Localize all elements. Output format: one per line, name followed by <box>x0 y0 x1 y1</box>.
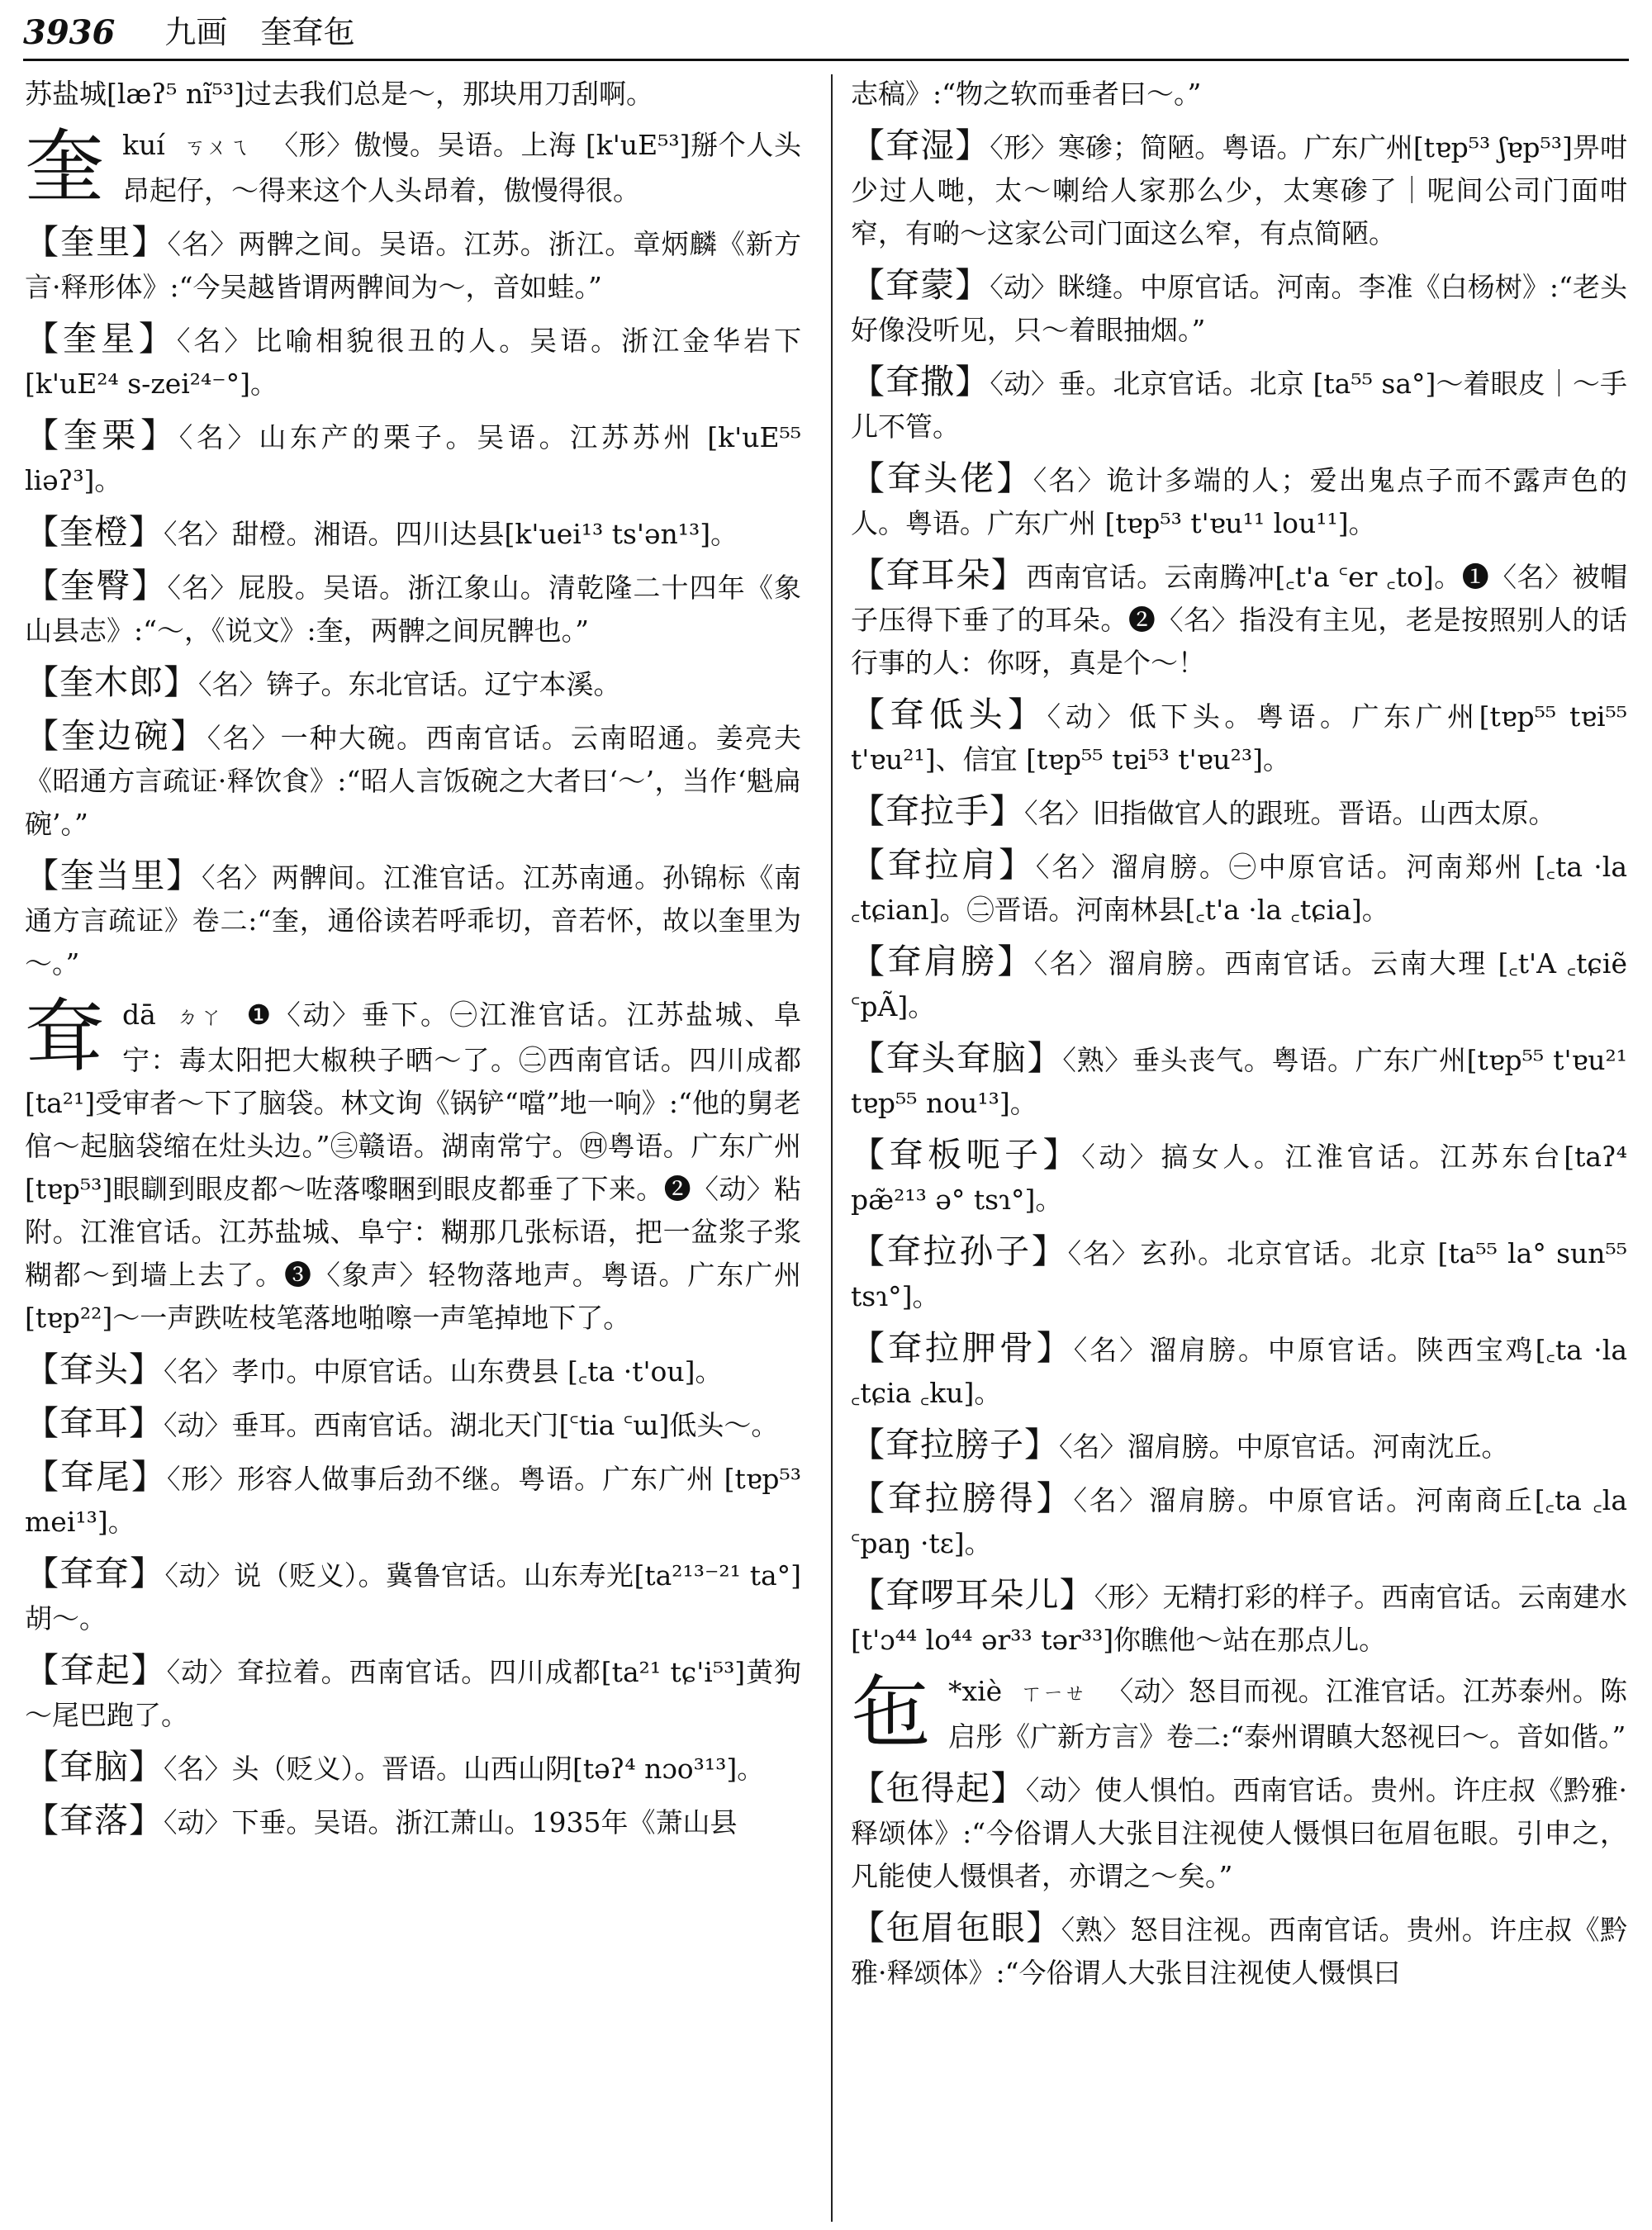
dictionary-entry <box>851 1767 1627 1898</box>
entry-definition: 〈动〉垂。北京官话。北京 [ta⁵⁵ sa°]～着眼皮｜～手儿不管。 <box>851 368 1628 443</box>
dictionary-entry <box>25 1455 801 1544</box>
dictionary-entry <box>25 1799 801 1844</box>
entry-headword: 【奎边碗】 <box>25 716 207 756</box>
entry-definition: 〈名〉溜肩膀。㊀中原官话。河南郑州 [꜀ta ·la ꜀tɕian]。㊁晋语。河南林县[꜀t'a ·la ꜀tɕia]。 <box>851 851 1627 926</box>
entry-headword: 【耷头佬】 <box>851 458 1033 498</box>
zhuyin: ㄉㄚ <box>176 1005 225 1030</box>
character-entry-kui <box>25 121 801 213</box>
character-entry-da <box>25 990 801 1340</box>
entry-definition: 〈名〉溜肩膀。西南官话。云南大理 [꜀t'A ꜀tɕiẽ ꜂pÃ]。 <box>851 947 1627 1022</box>
dictionary-entry <box>25 1552 801 1640</box>
head-character: 奎 <box>25 121 104 213</box>
entry-headword: 【奎里】 <box>25 222 168 262</box>
stroke-count-label: 九画 <box>164 14 228 50</box>
dictionary-entry <box>851 1133 1627 1222</box>
entry-definition: 〈动〉耷拉着。西南官话。四川成都[ta²¹ tɕ'i⁵³]黄狗～尾巴跑了。 <box>25 1656 802 1731</box>
entry-definition: 〈名〉两髀间。江淮官话。江苏南通。孙锦标《南通方言疏证》卷二:“奎，通俗读若呼乖切，音若怀，故以奎里为～。” <box>25 861 802 980</box>
entry-headword: 【奎橙】 <box>25 512 164 552</box>
entry-headword: 【㐌得起】 <box>851 1768 1026 1808</box>
dictionary-entry <box>25 414 801 502</box>
dictionary-entry <box>851 553 1627 685</box>
entry-headword: 【耷撒】 <box>851 362 990 401</box>
entry-definition: 〈名〉一种大碗。西南官话。云南昭通。姜亮夫《昭通方言疏证·释饮食》:“昭人言饭碗之大者曰‘～’，当作‘魁扁碗’。” <box>25 722 802 840</box>
dictionary-entry <box>25 1348 801 1393</box>
entry-headword: 【耷头耷脑】 <box>851 1038 1063 1078</box>
dictionary-entry <box>851 940 1627 1028</box>
entry-headword: 【耷湿】 <box>851 126 990 165</box>
continued-text: 志稿》:“物之软而垂者曰～。” <box>851 78 1202 110</box>
entry-definition: 〈动〉低下头。粤语。广东广州[tɐp⁵⁵ tɐi⁵⁵ t'ɐu²¹]、信宜 [tɐp⁵⁵ tɐi⁵³ t'ɐu²³]。 <box>851 700 1627 776</box>
dictionary-entry <box>851 124 1627 255</box>
entry-headword: 【耷起】 <box>25 1650 167 1690</box>
entry-definition: 〈动〉眯缝。中原官话。河南。李准《白杨树》:“老头好像没听见，只～着眼抽烟。” <box>851 271 1628 346</box>
entry-definition: 〈名〉玄孙。北京官话。北京 [ta⁵⁵ la° sun⁵⁵ tsɿ°]。 <box>851 1237 1627 1312</box>
entry-headword: 【耷拉胛骨】 <box>851 1328 1074 1368</box>
entry-headword: 【耷脑】 <box>25 1747 164 1786</box>
dictionary-entry <box>25 854 801 985</box>
entry-definition: 〈形〉寒碜；简陋。粤语。广东广州[tɐp⁵³ ʃɐp⁵³]畀咁少过人哋，太～喇给人家那么少，太寒碜了｜呢间公司门面咁窄，有啲～这家公司门面这么窄，有点简陋。 <box>851 131 1627 249</box>
entry-headword: 【耷低头】 <box>851 695 1047 734</box>
entry-definition: 〈动〉垂耳。西南官话。湖北天门[꜂tia ꜂ɯ]低头～。 <box>164 1409 779 1441</box>
entry-definition: 〈动〉搞女人。江淮官话。江苏东台[taʔ⁴ pæ̃²¹³ ə° tsɿ°]。 <box>851 1141 1628 1216</box>
entry-headword: 【耷拉孙子】 <box>851 1231 1068 1271</box>
entry-headword: 【奎木郎】 <box>25 662 198 702</box>
dictionary-entry <box>851 693 1627 781</box>
entry-headword: 【奎臀】 <box>25 566 168 605</box>
entry-definition: 〈名〉两髀之间。吴语。江苏。浙江。章炳麟《新方言·释形体》:“今吴越皆谓两髀间为～，音如蛙。” <box>25 228 802 303</box>
definition: 〈形〉傲慢。吴语。上海 [k'uE⁵³]掰个人头昂起仔，～得来这个人头昂着，傲慢得很。 <box>122 129 801 206</box>
head-character: 耷 <box>25 990 104 1083</box>
entry-headword: 【耷落】 <box>25 1801 164 1840</box>
entry-definition: 〈名〉锛子。东北官话。辽宁本溪。 <box>198 668 621 700</box>
continued-text: 苏盐城[læʔ⁵ nĩ⁵³]过去我们总是～，那块用刀刮啊。 <box>25 78 653 110</box>
dictionary-entry <box>851 1423 1627 1468</box>
entry-definition: 〈名〉旧指做官人的跟班。晋语。山西太原。 <box>1024 797 1556 829</box>
entry-headword: 【耷板呃子】 <box>851 1135 1082 1174</box>
entry-definition: 〈名〉孝巾。中原官话。山东费县 [꜀ta ·t'ou]。 <box>164 1355 723 1388</box>
definition: 〈动〉怒目而视。江淮官话。江苏泰州。陈启彤《广新方言》卷二:“泰州谓瞋大怒视曰～。音如偕。” <box>948 1675 1627 1753</box>
dictionary-entry <box>851 457 1627 545</box>
entry-definition: 〈动〉说（贬义）。冀鲁官话。山东寿光[ta²¹³⁻²¹ ta°]胡～。 <box>25 1559 802 1635</box>
dictionary-entry <box>851 790 1627 835</box>
definition: ❶〈动〉垂下。㊀江淮官话。江苏盐城、阜宁：毒太阳把大椒秧子晒～了。㊁西南官话。四川成都[ta²¹]受审者～下了脑袋。林文询《锅铲“噹”地一响》:“他的舅老倌～起脑袋缩在灶头边。”㊂赣语。湖南常宁。㊃粤语。广东广州 [tɐp⁵³]眼瞓到眼皮都～咗落嚟睏到眼皮都垂了下来。❷〈动〉粘附。江淮官话。江苏盐城、阜宁：糊那几张标语，把一盆浆子浆糊都～到墙上去了。❸〈象声〉轻物落地声。粤语。广东广州[tɐp²²]～一声跌咗枝笔落地啪嚓一声笔掉地下了。 <box>25 999 801 1334</box>
entry-headword: 【耷头】 <box>25 1350 164 1389</box>
entry-headword: 【耷蒙】 <box>851 265 990 305</box>
page-number: 3936 <box>23 13 116 52</box>
dictionary-entry <box>851 1906 1627 1995</box>
entry-definition: 〈名〉比喻相貌很丑的人。吴语。浙江金华岩下 [k'uE²⁴ s-zei²⁴⁻°]。 <box>25 325 802 400</box>
entry-definition: 〈熟〉垂头丧气。粤语。广东广州[tɐp⁵⁵ t'ɐu²¹ tɐp⁵⁵ nou¹³]。 <box>851 1044 1628 1119</box>
entry-definition: 〈名〉溜肩膀。中原官话。河南沈丘。 <box>1059 1431 1509 1463</box>
pinyin: dā <box>122 999 156 1031</box>
pinyin: *xiè <box>948 1675 1003 1707</box>
entry-headword: 【奎栗】 <box>25 415 179 455</box>
dictionary-entry <box>25 1649 801 1737</box>
entry-definition: 〈名〉溜肩膀。中原官话。陕西宝鸡[꜀ta ·la ꜀tɕia ꜀ku]。 <box>851 1334 1628 1409</box>
entry-headword: 【耷拉手】 <box>851 791 1024 831</box>
dictionary-entry <box>25 317 801 406</box>
entry-headword: 【耷拉膀得】 <box>851 1478 1074 1518</box>
entry-definition: 〈名〉屁股。吴语。浙江象山。清乾隆二十四年《象山县志》:“～，《说文》:奎，两髀之间尻髀也。” <box>25 572 802 647</box>
head-character: 㐌 <box>851 1667 930 1759</box>
entry-definition: 〈形〉形容人做事后劲不继。粤语。广东广州 [tɐp⁵³ mei¹³]。 <box>25 1463 801 1538</box>
dictionary-entry <box>851 1230 1627 1318</box>
dictionary-entry <box>851 1037 1627 1125</box>
dictionary-entry <box>851 263 1627 352</box>
entry-headword: 【耷耷】 <box>25 1554 165 1593</box>
header-characters: 奎耷㐌 <box>260 14 355 50</box>
left-column <box>25 73 801 1853</box>
zhuyin: ㄎㄨㄟ <box>183 135 250 160</box>
zhuyin: ㄒㄧㄝ <box>1020 1682 1086 1706</box>
dictionary-entry <box>851 843 1627 932</box>
dictionary-entry <box>25 661 801 706</box>
entry-headword: 【耷耳】 <box>25 1403 164 1443</box>
entry-headword: 【奎当里】 <box>25 856 202 895</box>
entry-headword: 【耷啰耳朵儿】 <box>851 1575 1094 1615</box>
entry-definition: 〈动〉使人惧怕。西南官话。贵州。许庄叔《黔雅·释颂体》:“今俗谓人大张目注视使人慑惧曰㐌眉㐌眼。引申之，凡能使人慑惧者，亦谓之～矣。” <box>851 1774 1627 1892</box>
page-header <box>23 13 1629 61</box>
column-divider <box>831 74 833 2222</box>
dictionary-entry <box>25 714 801 846</box>
dictionary-entry <box>25 1402 801 1447</box>
dictionary-entry <box>851 1326 1627 1415</box>
entry-definition: 〈名〉山东产的栗子。吴语。江苏苏州 [k'uE⁵⁵ liəʔ³]。 <box>25 421 802 496</box>
entry-headword: 【耷拉肩】 <box>851 845 1036 885</box>
entry-definition: 〈名〉溜肩膀。中原官话。河南商丘[꜀ta ꜀la ꜂paŋ ·tɛ]。 <box>851 1484 1627 1559</box>
entry-definition: 〈名〉诡计多端的人；爱出鬼点子而不露声色的人。粤语。广东广州 [tɐp⁵³ t'ɐu¹¹ lou¹¹]。 <box>851 464 1628 539</box>
pinyin: kuí <box>122 129 165 161</box>
dictionary-entry <box>851 360 1627 448</box>
dictionary-entry <box>25 510 801 556</box>
right-column <box>851 73 1627 2003</box>
entry-headword: 【奎星】 <box>25 319 177 358</box>
entry-headword: 【耷拉膀子】 <box>851 1425 1059 1464</box>
entry-definition: 西南官话。云南腾冲[꜀t'a ꜂er ꜀to]。❶〈名〉被帽子压得下垂了的耳朵。❷〈名〉指没有主见，老是按照别人的话行事的人：你呀，真是个～！ <box>851 561 1627 679</box>
entry-definition: 〈形〉无精打彩的样子。西南官话。云南建水[t'ɔ⁴⁴ lo⁴⁴ ər³³ tər³³]你瞧他～站在那点儿。 <box>851 1581 1628 1656</box>
dictionary-entry <box>25 1745 801 1791</box>
entry-definition: 〈名〉头（贬义）。晋语。山西山阴[təʔ⁴ nɔo³¹³]。 <box>164 1753 765 1785</box>
entry-headword: 【耷耳朵】 <box>851 555 1027 595</box>
dictionary-entry <box>25 564 801 652</box>
entry-definition: 〈名〉甜橙。湘语。四川达县[k'uei¹³ ts'ən¹³]。 <box>164 518 738 550</box>
dictionary-entry <box>851 1573 1627 1662</box>
character-entry-xie <box>851 1667 1627 1759</box>
entry-definition: 〈动〉下垂。吴语。浙江萧山。1935年《萧山县 <box>164 1806 738 1839</box>
entry-headword: 【耷尾】 <box>25 1457 167 1497</box>
entry-definition: 〈熟〉怒目注视。西南官话。贵州。许庄叔《黔雅·释颂体》:“今俗谓人大张目注视使人慑惧曰 <box>851 1914 1628 1989</box>
entry-headword: 【㐌眉㐌眼】 <box>851 1908 1061 1948</box>
dictionary-entry <box>851 1477 1627 1565</box>
dictionary-entry <box>25 221 801 309</box>
entry-headword: 【耷肩膀】 <box>851 942 1034 981</box>
